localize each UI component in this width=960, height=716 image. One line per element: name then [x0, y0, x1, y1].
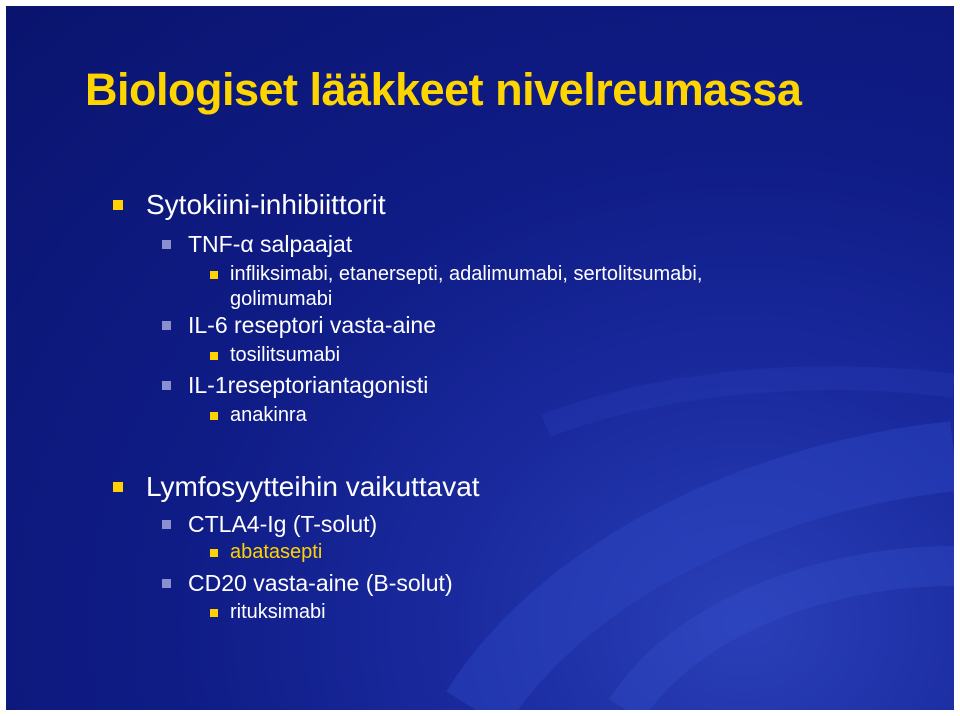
- square-bullet-icon: [162, 240, 171, 249]
- square-bullet-icon: [210, 609, 218, 617]
- square-bullet-icon: [162, 579, 171, 588]
- list-item-il6-drug: [210, 344, 340, 367]
- section-heading-label: Sytokiini-inhibiittorit: [146, 189, 386, 220]
- group-il1: [162, 372, 428, 399]
- group-label: CD20 vasta-aine (B-solut): [188, 570, 453, 596]
- list-item-cd20-drug: [210, 601, 326, 624]
- group-cd20: [162, 570, 453, 597]
- square-bullet-icon: [210, 352, 218, 360]
- list-item-il1-drug: [210, 404, 307, 427]
- square-bullet-icon: [162, 321, 171, 330]
- square-bullet-icon: [113, 482, 123, 492]
- square-bullet-icon: [162, 381, 171, 390]
- drug-name: tosilitsumabi: [230, 344, 341, 366]
- section-heading-label: Lymfosyytteihin vaikuttavat: [146, 471, 480, 502]
- group-il6: [162, 312, 436, 339]
- group-ctla4: [162, 511, 377, 538]
- group-label: IL-1reseptoriantagonisti: [188, 372, 429, 398]
- group-label: CTLA4-Ig (T-solut): [188, 511, 378, 537]
- group-label: TNF-α salpaajat: [188, 231, 353, 257]
- square-bullet-icon: [162, 520, 171, 529]
- section-heading-lymphocyte-agents: [113, 471, 480, 503]
- group-label: IL-6 reseptori vasta-aine: [188, 312, 437, 338]
- slide: [6, 6, 954, 710]
- list-item-ctla4-drug: [210, 541, 322, 564]
- drug-names-continued: golimumabi: [230, 288, 333, 310]
- drug-name: anakinra: [230, 404, 307, 426]
- drug-name: rituksimabi: [230, 601, 326, 623]
- drug-names: infliksimabi, etanersepti, adalimumabi, sertolitsumabi,: [230, 263, 703, 285]
- section-heading-cytokine-inhibitors: [113, 189, 386, 221]
- list-item-tnf-drugs-continued: [230, 288, 332, 311]
- square-bullet-icon: [113, 200, 123, 210]
- square-bullet-icon: [210, 412, 218, 420]
- slide-title: Biologiset lääkkeet nivelreumassa: [85, 64, 802, 115]
- list-item-tnf-drugs: [210, 263, 702, 286]
- group-tnf-alpha: [162, 231, 352, 258]
- drug-name-highlighted: abatasepti: [230, 541, 323, 563]
- square-bullet-icon: [210, 271, 218, 279]
- square-bullet-icon: [210, 549, 218, 557]
